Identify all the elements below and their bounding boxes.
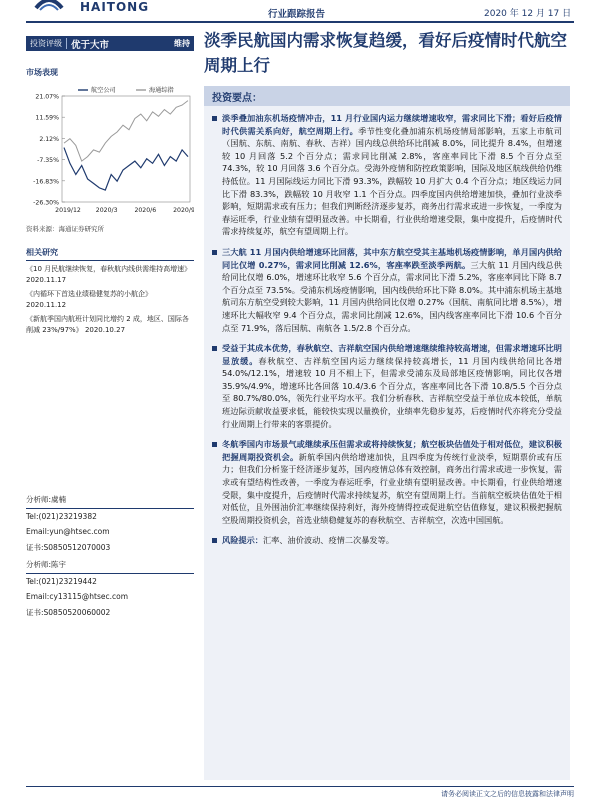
key-point-body: 季节性变化叠加浦东机场疫情局部影响，五家上市航司（国航、东航、南航、春秋、吉祥）国内线总供给环比削减 8.0%，同比提升 8.4%，但增速较 10 月回落 5.2 个百分点；需求同比削减 2.8%，客座率同比下滑 8.5 个百分点至 74.3%，较 10 月回落 3.6 个百分点。受海外疫情和防控政策影响，国际及地区航线供给仍维持低位。11 月国际线运力同比下滑 93.3%，跌幅较 10 月扩大 0.4 个百分点；地区线运力同比下滑 83.3%，跌幅较 10 月收窄 1.1 个百分点。四季度国内供给增速加快，叠加行业淡季影响，短期需求或有压力；但我们判断经济逐步复苏，商务出行需求或进一步恢复，一季度为春运旺季，行业业绩有望明显改善。中长期看，行业供给增速受限，集中度提升，后疫情时代需求持续复苏，航空有望周期上行。 <box>222 125 562 237</box>
related-research-list <box>26 264 194 336</box>
related-research-item[interactable] <box>26 314 194 336</box>
y-tick-label: -26.30% <box>33 199 59 207</box>
logo-text: HAITONG <box>80 0 150 14</box>
report-title: 淡季民航国内需求恢复趋缓，看好后疫情时代航空周期上行 <box>204 31 567 75</box>
y-tick-label: 11.59% <box>35 114 59 122</box>
key-point-body: 三大航 11 月国内线总供给同比仅增 6.0%，增速环比收窄 5.6 个百分点，需求同比下滑 5.2%，客座率同比下降 8.7 个百分点至 73.5%。受浦东机场疫情影响，国内线供给环比下降 8.0%。其中浦东机场主基地航司东方航空受到较大影响，11 月国内供给同比仅增 0.27%（国航、南航同比增 8.5%），增速环比大幅收窄 9.4 个百分点，需求同比削减 12.6%，国内线客座率同比下滑 10.6 个百分点至 71.9%，落后国航、南航各 1.5/2.8 个百分点。 <box>222 259 562 333</box>
x-tick-label: 2020/9 <box>173 207 194 214</box>
series-line-airline <box>64 148 188 191</box>
key-points-heading: 投资要点： <box>204 86 570 106</box>
footer-divider <box>26 786 574 787</box>
key-point <box>212 112 562 238</box>
key-point-lead: 受益于其成本优势，春秋航空、吉祥航空国内供给增速继续维持较高增速，但需求增速环比明显放缓。 <box>222 343 562 366</box>
analyst-tel: Tel:(021)23219442 <box>26 576 97 586</box>
analyst-block-2 <box>26 557 194 620</box>
key-point <box>212 342 562 430</box>
rating-label: 投资评级 <box>30 39 62 48</box>
related-research-date: 2020.10.27 <box>84 326 126 334</box>
report-type: 行业跟踪报告 <box>268 9 326 20</box>
key-point-body: 春秋航空、吉祥航空国内运力继续保持较高增长，11 月国内线供给同比各增 54.0%/12.1%，增速较 10 月不相上下，但需求受浦东及局部地区疫情影响，同比仅各增 35.9%/4.9%，增速环比各回落 10.4/3.6 个百分点，客座率同比各下滑 10.8/5.5 个百分点至 80.7%/80.0%，领先行业平均水平。我们分析春秋、吉祥航空受益于单位成本较低，单航班边际贡献收益要求低，能较快实现以量换价，业绩率先稳步复苏，后疫情时代亦将充分受益行业周期上行带来的客票提价。 <box>222 355 562 429</box>
legend-label: 航空公司 <box>91 87 116 94</box>
rating-bar <box>26 36 194 51</box>
key-point-lead: 淡季叠加油东机场疫情冲击，11 月行业国内运力继续增速收窄，需求同比下滑；看好后疫情时代供需关系向好，航空周期上行。 <box>222 113 562 136</box>
related-research-item[interactable] <box>26 264 194 286</box>
key-point <box>212 438 562 526</box>
analyst-cert: 证书:S0850520060002 <box>26 607 111 617</box>
y-tick-label: -16.83% <box>33 178 59 186</box>
chart-frame <box>62 96 190 202</box>
x-tick-label: 2020/6 <box>134 207 157 214</box>
related-research-text: 《内循环下首选业绩稳健复苏的小航企》 <box>26 290 152 298</box>
rating-status: 维持 <box>174 39 190 48</box>
key-points-box <box>204 86 570 780</box>
related-research-item[interactable] <box>26 289 194 311</box>
y-tick-label: 21.07% <box>35 93 59 101</box>
market-chart-svg <box>26 84 194 220</box>
analyst-name: 分析师:陈宇 <box>26 557 194 574</box>
market-chart <box>26 84 194 220</box>
key-point-body: 新航季国内供给增速加快，且四季度为传统行业淡季，短期票价或有压力；但我们分析鉴于经济逐步复苏，国内疫情总体有效控制，商务出行需求或进一步恢复，需求或有望结构性改善，一季度为春运旺季，行业业绩有望明显改善。中长期看，行业供给增速受限，集中度提升，后疫情时代需求持续复苏，航空有望周期上行。当前航空板块估值处于相对低位，且外围油价汇率继续保持利好，海外疫情得控或促进航空估值修复，建议积极把握航空股周期投资机会，首选业绩稳健复苏的春秋航空、吉祥航空，次选中国国航。 <box>222 451 562 525</box>
key-point-lead: 冬航季国内市场景气或继续承压但需求或将持续恢复；航空板块估值处于相对低位，建议积极把握周期投资机会。 <box>222 439 562 462</box>
analyst-tel: Tel:(021)23219382 <box>26 511 97 521</box>
analyst-email[interactable]: Email:yun@htsec.com <box>26 527 110 536</box>
y-tick-label: 2.12% <box>39 135 59 143</box>
key-point-lead: 三大航 11 月国内供给增速环比回落，其中东方航空受其主基地机场疫情影响，单月国内供给同比仅增 0.27%，需求同比削减 12.6%，客座率跌至淡季两航。 <box>222 246 562 270</box>
market-section-title: 市场表现 <box>26 68 58 77</box>
logo-mark-icon <box>34 0 64 16</box>
x-tick-label: 2020/3 <box>95 207 118 214</box>
analyst-block-1 <box>26 492 194 555</box>
company-logo <box>0 0 160 22</box>
key-point <box>212 246 562 334</box>
related-research-date: 2020.11.17 <box>26 276 67 284</box>
report-date: 2020 年 12 月 17 日 <box>484 9 572 19</box>
left-sidebar <box>26 36 194 336</box>
series-line-index <box>64 101 188 162</box>
footer-disclaimer: 请务必阅读正文之后的信息披露和法律声明 <box>441 790 574 798</box>
key-point-lead: 风险提示： <box>222 535 263 546</box>
analyst-name: 分析师:虞楠 <box>26 492 194 509</box>
related-research-text: 《10 月民航继续恢复，春秋航内线供需维持高增速》 <box>26 265 192 273</box>
related-research-text: 《新航季国内航班计划同比增约 2 成，地区、国际各削减 23%/97%》 <box>26 315 189 334</box>
analyst-cert: 证书:S0850512070003 <box>26 542 111 552</box>
legend-label: 海通综指 <box>149 87 174 94</box>
key-points-list <box>204 106 570 547</box>
related-research-title: 相关研究 <box>26 247 194 261</box>
key-point-body: 汇率、油价波动、疫情二次暴发等。 <box>262 535 394 546</box>
header-divider <box>26 21 574 23</box>
x-tick-label: 2019/12 <box>55 207 81 214</box>
y-tick-label: -7.35% <box>37 157 59 165</box>
analyst-email[interactable]: Email:cy13115@htsec.com <box>26 592 128 601</box>
rating-value: 优于大市 <box>71 39 110 51</box>
chart-source: 资料来源：海通证券研究所 <box>26 225 104 233</box>
related-research-date: 2020.11.12 <box>26 301 67 309</box>
key-point <box>212 534 562 547</box>
